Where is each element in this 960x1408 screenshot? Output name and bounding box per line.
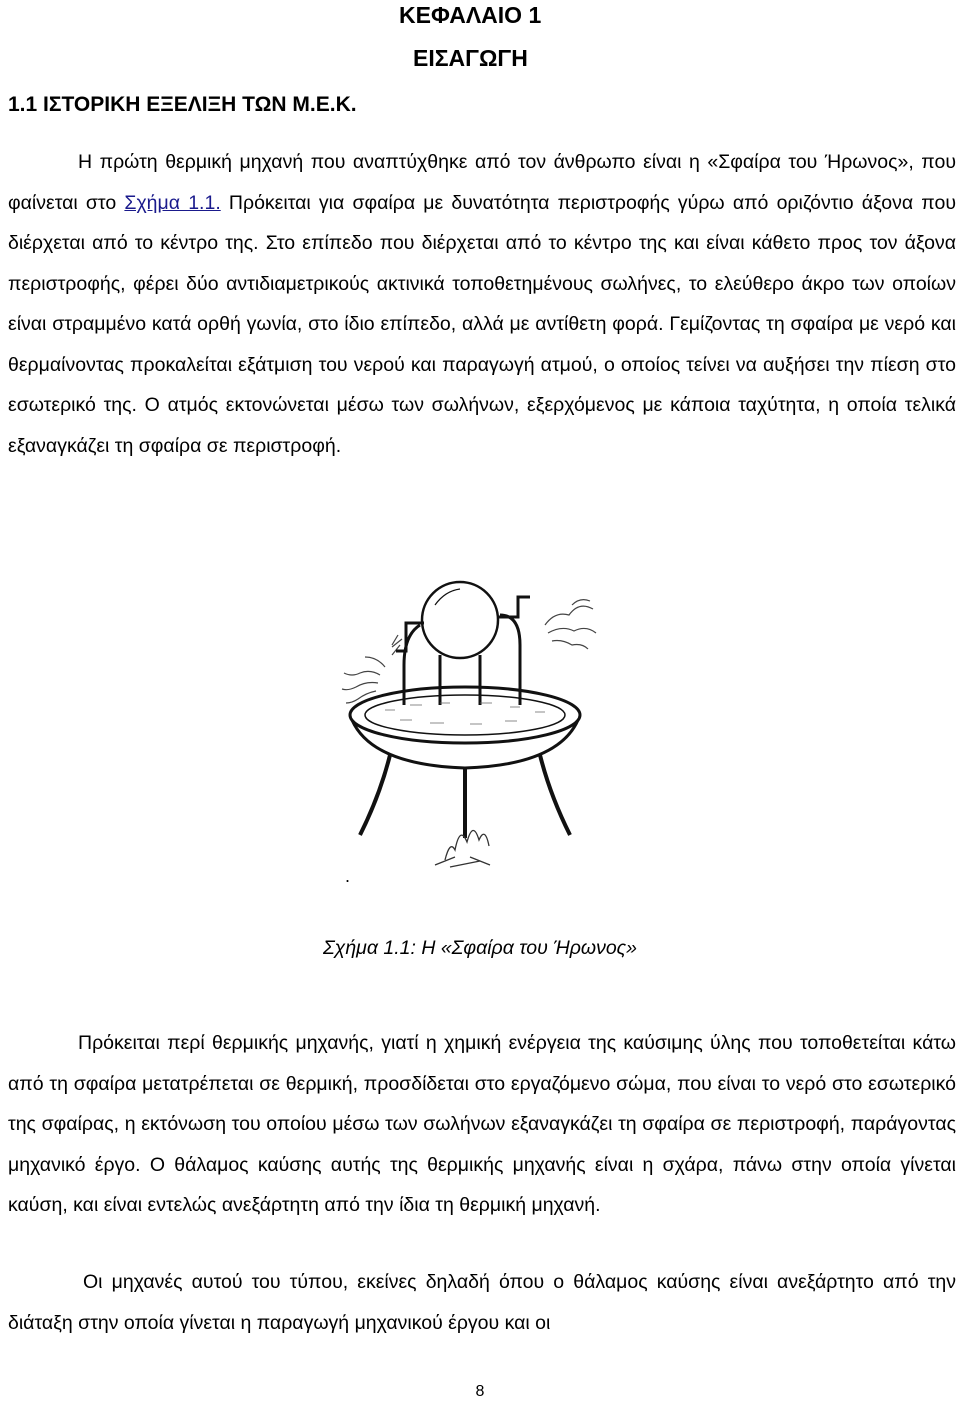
paragraph-intro bbox=[8, 142, 956, 466]
figure-dot: . bbox=[345, 866, 351, 886]
steam-right bbox=[545, 600, 596, 649]
sphere bbox=[422, 582, 498, 658]
chapter-title: ΕΙΣΑΓΩΓΗ bbox=[413, 45, 528, 71]
support-tubes bbox=[404, 615, 520, 705]
paragraph-intro-rest: Πρόκειται για σφαίρα με δυνατότητα περιστροφής γύρω από οριζόντιο άξονα που διέρχεται από το κέντρο της. Στο επίπεδο που διέρχεται από το κέντρο της και είναι κάθετο προς τον άξονα περιστροφής, φέρει δύο αντιδιαμετρικούς ακτινικά τοποθετημένους σωλήνες, το ελεύθερο άκρο των οποίων είναι στραμμένο κατά ορθή γωνία, στο ίδιο επίπεδο, αλλά με αντίθετη φορά. Γεμίζοντας τη σφαίρα με νερό και θερμαίνοντας προκαλείται εξάτμιση του νερού και παραγωγή ατμού, ο οποίος τείνει να αυξήσει την πίεση στο εσωτερικό της. Ο ατμός εκτονώνεται μέσω των σωλήνων, εξερχόμενος με κάποια ταχύτητα, η οποία τελικά εξαναγκάζει τη σφαίρα σε περιστροφή. bbox=[8, 191, 956, 457]
paragraph-external-combustion: Οι μηχανές αυτού του τύπου, εκείνες δηλαδή όπου ο θάλαμος καύσης είναι ανεξάρτητο από την διάταξη στην οποία γίνεται η παραγωγή μηχανικού έργου και οι bbox=[8, 1271, 956, 1334]
aeolipile-figure bbox=[340, 575, 640, 895]
figure-reference-link[interactable]: Σχήμα 1.1. bbox=[124, 191, 221, 214]
fire bbox=[435, 830, 490, 867]
paragraph-thermal-engine: Πρόκειται περί θερμικής μηχανής, γιατί η χημική ενέργεια της καύσιμης ύλης που τοποθετείται κάτω από τη σφαίρα μετατρέπεται σε θερμική, προσδίδεται στο εργαζόμενο σώμα, που είναι το νερό στο εσωτερικό της σφαίρας, η εκτόνωση του οποίου μέσω των σωλήνων εξαναγκάζει τη σφαίρα σε περιστροφή, παράγοντας μηχανικό έργο. Ο θάλαμος καύσης αυτής της θερμικής μηχανής είναι η σχάρα, πάνω στην οποία γίνεται καύση, και είναι εντελώς ανεξάρτητη από την ίδια τη θερμική μηχανή. bbox=[8, 1032, 956, 1216]
figure-caption: Σχήμα 1.1: Η «Σφαίρα του Ήρωνος» bbox=[322, 937, 638, 959]
paragraph-intro-text: Η πρώτη θερμική μηχανή που αναπτύχθηκε από τον άνθρωπο είναι η «Σφαίρα του Ήρωνος», που φαίνεται στο bbox=[8, 151, 956, 214]
chapter-number: ΚΕΦΑΛΑΙΟ 1 bbox=[399, 2, 542, 28]
section-title: 1.1 ΙΣΤΟΡΙΚΗ ΕΞΕΛΙΞΗ ΤΩΝ Μ.Ε.Κ. bbox=[8, 93, 357, 116]
page-number: 8 bbox=[475, 1383, 485, 1400]
